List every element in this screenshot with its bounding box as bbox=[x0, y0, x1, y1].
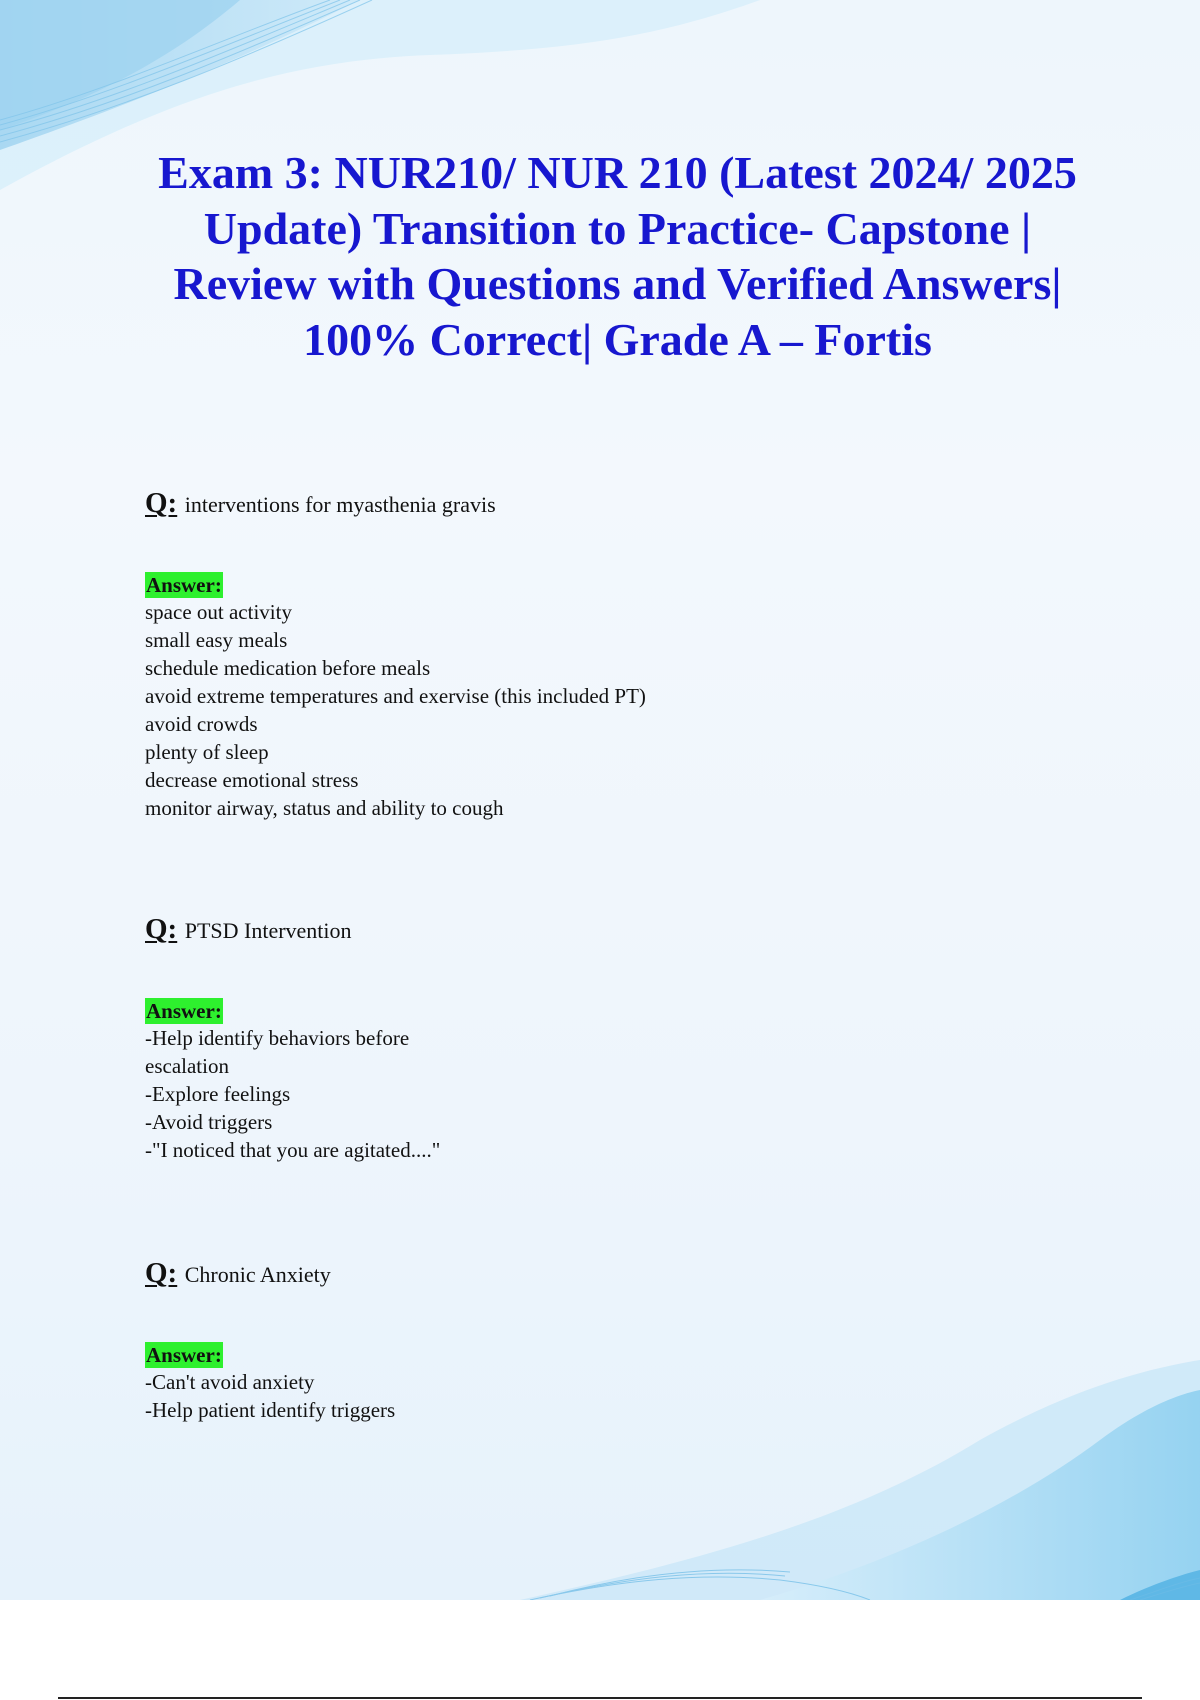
answer-line: -Help identify behaviors before bbox=[145, 1026, 410, 1050]
question-line bbox=[145, 914, 440, 946]
answer-line: avoid crowds bbox=[145, 712, 258, 736]
question-text: interventions for myasthenia gravis bbox=[184, 492, 496, 517]
question-label: Q: bbox=[145, 487, 178, 519]
answer-line: space out activity bbox=[145, 600, 292, 624]
answer-line: monitor airway, status and ability to cough bbox=[145, 796, 504, 820]
answer-line: -"I noticed that you are agitated...." bbox=[145, 1138, 441, 1162]
answer-label: Answer: bbox=[146, 573, 222, 597]
answer-label: Answer: bbox=[146, 1343, 222, 1367]
answer-list bbox=[145, 598, 646, 822]
answer-label: Answer: bbox=[146, 999, 222, 1023]
answer-line: escalation bbox=[145, 1054, 229, 1078]
question-label: Q: bbox=[145, 1257, 178, 1289]
answer-list bbox=[145, 1368, 395, 1424]
qa-item bbox=[145, 1258, 395, 1424]
answer-line: -Explore feelings bbox=[145, 1082, 291, 1106]
question-text: Chronic Anxiety bbox=[184, 1262, 331, 1287]
document-title: Exam 3: NUR210/ NUR 210 (Latest 2024/ 2025 Update) Transition to Practice- Capstone | Review with Questions and Verified Answers| 100% Correct| Grade A – Fortis bbox=[158, 147, 1077, 365]
answer-line: plenty of sleep bbox=[145, 740, 269, 764]
question-line bbox=[145, 488, 646, 520]
qa-item bbox=[145, 488, 646, 822]
answer-line: -Can't avoid anxiety bbox=[145, 1370, 315, 1394]
answer-line: decrease emotional stress bbox=[145, 768, 359, 792]
question-line bbox=[145, 1258, 395, 1290]
answer-line: avoid extreme temperatures and exervise (this included PT) bbox=[145, 684, 646, 708]
question-text: PTSD Intervention bbox=[184, 918, 352, 943]
footer-divider bbox=[58, 1697, 1142, 1699]
question-label: Q: bbox=[145, 913, 178, 945]
answer-line: -Avoid triggers bbox=[145, 1110, 273, 1134]
answer-line: schedule medication before meals bbox=[145, 656, 431, 680]
answer-line: -Help patient identify triggers bbox=[145, 1398, 396, 1422]
answer-list bbox=[145, 1024, 440, 1164]
qa-item bbox=[145, 914, 440, 1164]
answer-line: small easy meals bbox=[145, 628, 288, 652]
